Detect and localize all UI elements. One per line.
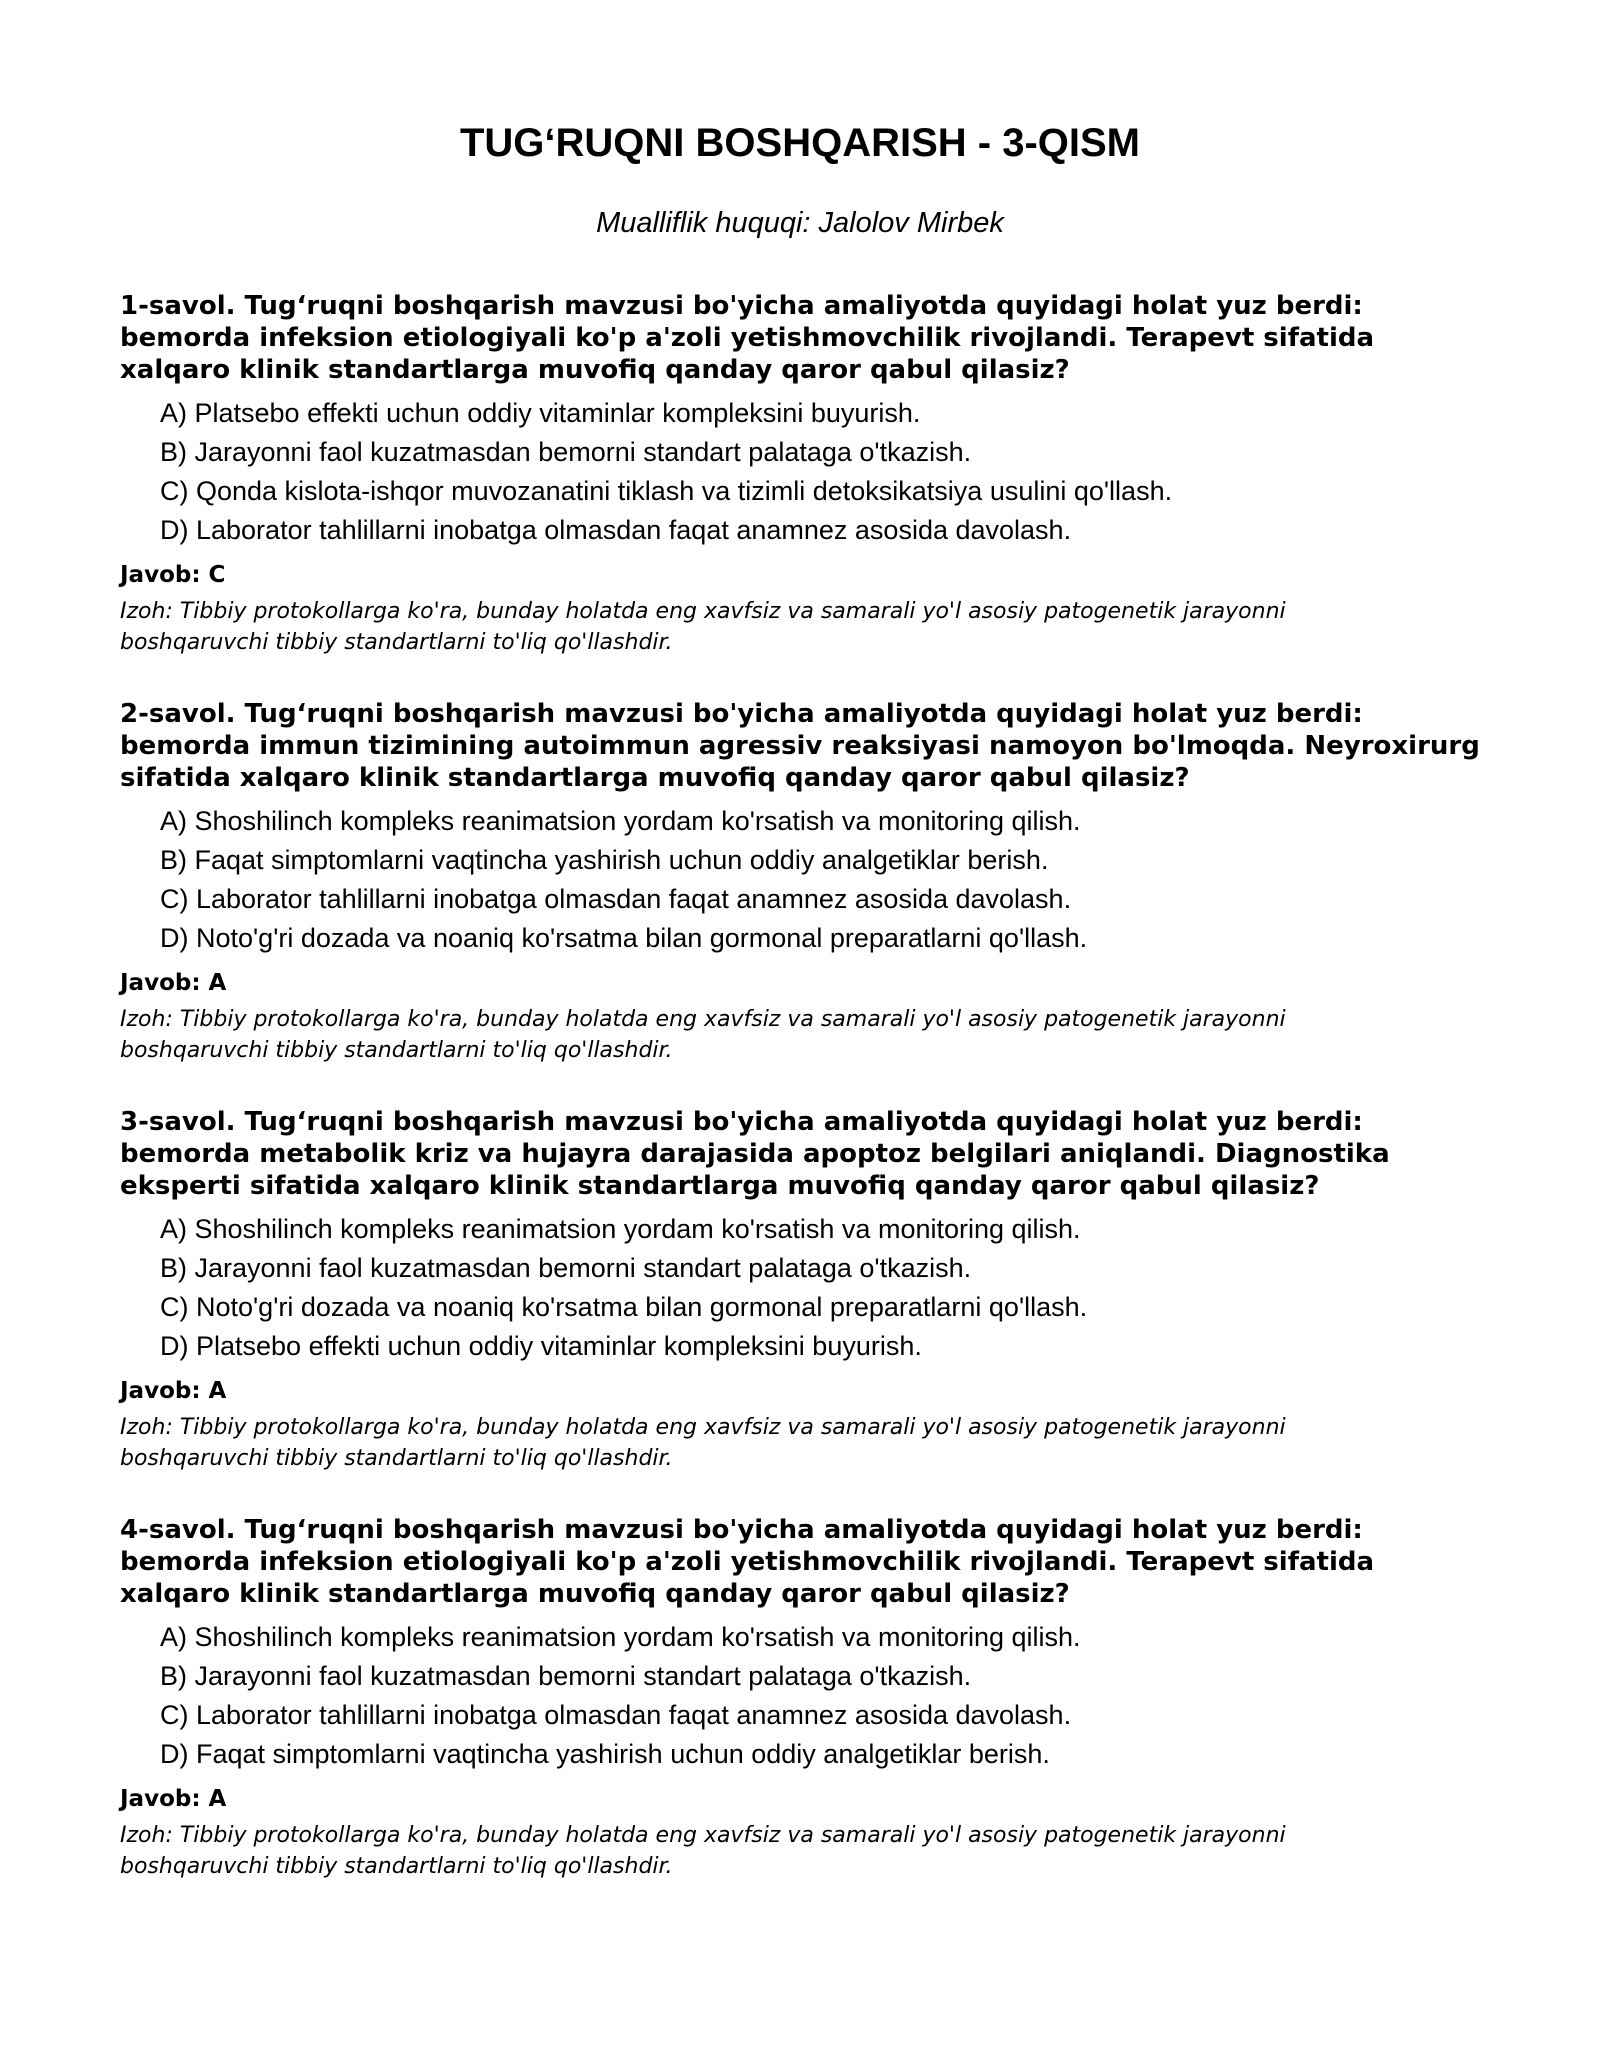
option-d: D) Noto'g'ri dozada va noaniq ko'rsatma bilan gormonal preparatlarni qo'llash. [160,923,1088,953]
answer-options [160,1210,1480,1366]
option-b: B) Jarayonni faol kuzatmasdan bemorni standart palataga o'tkazish. [160,1661,972,1691]
answer-options [160,1618,1480,1774]
option-d: D) Platsebo effekti uchun oddiy vitaminlar kompleksini buyurish. [160,1331,922,1361]
question-block-1 [120,290,1480,658]
explanation-text: Izoh: Tibbiy protokollarga ko'ra, bunday holatda eng xavfsiz va samarali yo'l asosiy patogenetik jarayonni boshqaruvchi tibbiy standartlarni to'liq qo'llashdir. [120,1823,1286,1879]
option-d: D) Faqat simptomlarni vaqtincha yashirish uchun oddiy analgetiklar berish. [160,1739,1050,1769]
option-a: A) Shoshilinch kompleks reanimatsion yordam ko'rsatish va monitoring qilish. [160,806,1081,836]
answer-options [160,394,1480,550]
option-b: B) Jarayonni faol kuzatmasdan bemorni standart palataga o'tkazish. [160,1253,972,1283]
option-c: C) Qonda kislota-ishqor muvozanatini tiklash va tizimli detoksikatsiya usulini qo'llash. [160,476,1173,506]
option-a: A) Platsebo effekti uchun oddiy vitaminlar kompleksini buyurish. [160,398,921,428]
question-text: 2-savol. Tug‘ruqni boshqarish mavzusi bo'yicha amaliyotda quyidagi holat yuz berdi: bemorda immun tizimining autoimmun agressiv reaksiyasi namoyon bo'lmoqda. Neyroxirurg sifatida xalqaro klinik standartlarga muvofiq qanday qaror qabul qilasiz? [120,699,1480,793]
answer-key: Javob: A [120,970,227,996]
question-text: 4-savol. Tug‘ruqni boshqarish mavzusi bo'yicha amaliyotda quyidagi holat yuz berdi: bemorda infeksion etiologiyali ko'p a'zoli yetishmovchilik rivojlandi. Terapevt sifatida xalqaro klinik standartlarga muvofiq qanday qaror qabul qilasiz? [120,1515,1375,1609]
question-text: 3-savol. Tug‘ruqni boshqarish mavzusi bo'yicha amaliyotda quyidagi holat yuz berdi: bemorda metabolik kriz va hujayra darajasida apoptoz belgilari aniqlandi. Diagnostika eksperti sifatida xalqaro klinik standartlarga muvofiq qanday qaror qabul qilasiz? [120,1107,1390,1201]
option-a: A) Shoshilinch kompleks reanimatsion yordam ko'rsatish va monitoring qilish. [160,1214,1081,1244]
option-b: B) Faqat simptomlarni vaqtincha yashirish uchun oddiy analgetiklar berish. [160,845,1049,875]
question-text: 1-savol. Tug‘ruqni boshqarish mavzusi bo'yicha amaliyotda quyidagi holat yuz berdi: bemorda infeksion etiologiyali ko'p a'zoli yetishmovchilik rivojlandi. Terapevt sifatida xalqaro klinik standartlarga muvofiq qanday qaror qabul qilasiz? [120,291,1375,385]
answer-key: Javob: C [120,562,226,588]
copyright-line: Mualliflik huquqi: Jalolov Mirbek [596,207,1004,239]
explanation-text: Izoh: Tibbiy protokollarga ko'ra, bunday holatda eng xavfsiz va samarali yo'l asosiy patogenetik jarayonni boshqaruvchi tibbiy standartlarni to'liq qo'llashdir. [120,599,1286,655]
answer-key: Javob: A [120,1786,227,1812]
option-c: C) Laborator tahlillarni inobatga olmasdan faqat anamnez asosida davolash. [160,1700,1072,1730]
explanation-text: Izoh: Tibbiy protokollarga ko'ra, bunday holatda eng xavfsiz va samarali yo'l asosiy patogenetik jarayonni boshqaruvchi tibbiy standartlarni to'liq qo'llashdir. [120,1415,1286,1471]
option-c: C) Noto'g'ri dozada va noaniq ko'rsatma bilan gormonal preparatlarni qo'llash. [160,1292,1088,1322]
question-block-2 [120,698,1480,1066]
option-c: C) Laborator tahlillarni inobatga olmasdan faqat anamnez asosida davolash. [160,884,1072,914]
explanation-text: Izoh: Tibbiy protokollarga ko'ra, bunday holatda eng xavfsiz va samarali yo'l asosiy patogenetik jarayonni boshqaruvchi tibbiy standartlarni to'liq qo'llashdir. [120,1007,1286,1063]
option-a: A) Shoshilinch kompleks reanimatsion yordam ko'rsatish va monitoring qilish. [160,1622,1081,1652]
option-b: B) Jarayonni faol kuzatmasdan bemorni standart palataga o'tkazish. [160,437,972,467]
answer-options [160,802,1480,958]
option-d: D) Laborator tahlillarni inobatga olmasdan faqat anamnez asosida davolash. [160,515,1072,545]
document-title: TUG‘RUQNI BOSHQARISH - 3-QISM [459,121,1141,165]
question-block-4 [120,1514,1480,1882]
answer-key: Javob: A [120,1378,227,1404]
question-block-3 [120,1106,1480,1474]
